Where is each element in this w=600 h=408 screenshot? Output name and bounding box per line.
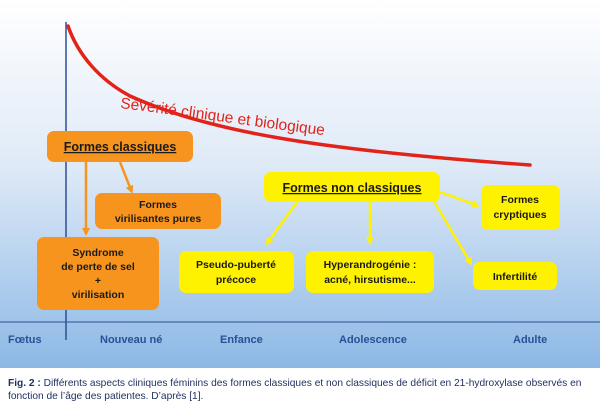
axis-label-adulte: Adulte xyxy=(513,334,548,346)
axis-label-foetus: Fœtus xyxy=(8,334,42,346)
box-formes-virilisantes xyxy=(95,193,221,229)
caption-text: Différents aspects cliniques féminins des formes classiques et non classiques de déficit en 21-hydroxylase observés en fonction de l’âge des patientes. D’après [1]. xyxy=(8,378,582,402)
box-hyperandrogenie-line1: Hyperandrogénie : xyxy=(323,259,417,271)
box-cryptiques-line1: Formes xyxy=(501,194,539,206)
box-virilisantes-line2: virilisantes pures xyxy=(114,213,202,225)
box-puberte-line2: précoce xyxy=(215,274,257,286)
box-formes-non-classiques xyxy=(264,172,440,202)
box-syndrome-line4: virilisation xyxy=(71,289,125,301)
box-syndrome-line1: Syndrome xyxy=(72,247,124,259)
box-hyperandrogenie-line2: acné, hirsutisme... xyxy=(324,274,416,286)
box-pseudo-puberte xyxy=(179,251,294,293)
box-syndrome-line2: de perte de sel xyxy=(61,261,135,273)
box-hyperandrogenie xyxy=(306,251,434,293)
caption-label: Fig. 2 : xyxy=(8,378,41,389)
box-formes-cryptiques xyxy=(481,185,560,230)
box-puberte-line1: Pseudo-puberté xyxy=(196,259,276,271)
box-virilisantes-line1: Formes xyxy=(139,199,177,211)
box-non-classiques-label: Formes non classiques xyxy=(282,181,422,195)
box-infertilite-label: Infertilité xyxy=(492,271,538,283)
box-formes-classiques-label: Formes classiques xyxy=(63,140,177,154)
box-formes-classiques xyxy=(47,131,193,162)
box-syndrome-perte-sel xyxy=(37,237,159,310)
box-cryptiques-line2: cryptiques xyxy=(493,209,547,221)
axis-label-adolescence: Adolescence xyxy=(339,334,407,346)
severity-curve-label: Sévérité clinique et biologique xyxy=(119,95,326,140)
axis-label-enfance: Enfance xyxy=(220,334,263,346)
box-syndrome-line3: + xyxy=(94,275,102,287)
axis-label-nouveau-ne: Nouveau né xyxy=(100,334,163,346)
figure-caption xyxy=(8,377,596,403)
box-infertilite xyxy=(473,262,557,290)
